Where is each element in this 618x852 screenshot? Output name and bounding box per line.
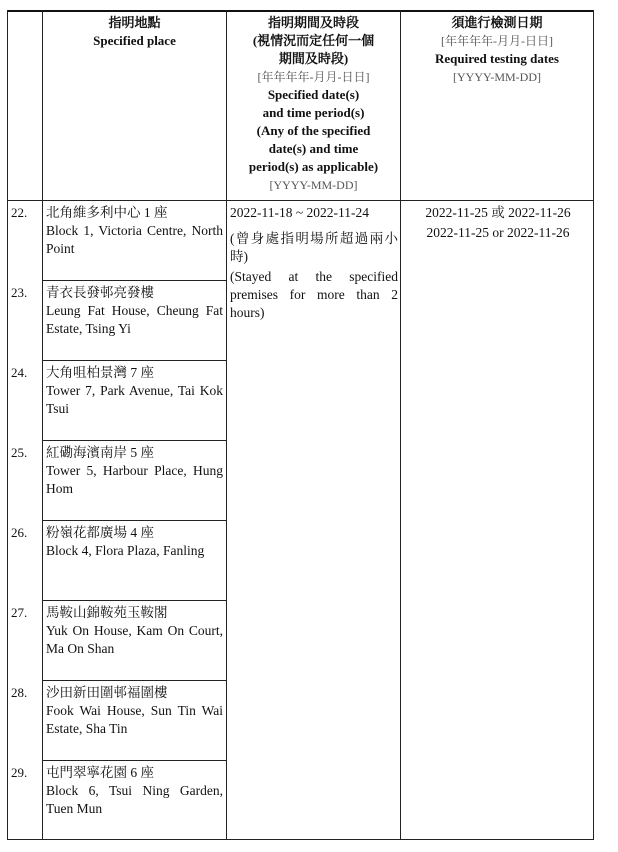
period-cell bbox=[230, 204, 398, 322]
testing-cell bbox=[403, 203, 593, 243]
header-testing-en: Required testing dates bbox=[435, 51, 559, 66]
place-en: Fook Wai House, Sun Tin Wai Estate, Sha Tin bbox=[46, 703, 223, 736]
row-number: 23. bbox=[11, 285, 28, 300]
header-period-fmt-zh: [年年年年-月月-日日] bbox=[257, 70, 370, 84]
place-zh: 青衣長發邨亮發樓 bbox=[46, 285, 154, 300]
row-number: 26. bbox=[11, 525, 28, 540]
row-number: 25. bbox=[11, 445, 28, 460]
place-en: Leung Fat House, Cheung Fat Estate, Tsing Yi bbox=[46, 303, 223, 336]
place-en: Tower 7, Park Avenue, Tai Kok Tsui bbox=[46, 383, 223, 416]
header-testing bbox=[401, 10, 593, 204]
place-zh: 屯門翠寧花園 6 座 bbox=[46, 765, 154, 780]
row-number: 27. bbox=[11, 605, 28, 620]
table-row bbox=[46, 284, 223, 338]
place-zh: 北角維多利中心 1 座 bbox=[46, 205, 168, 220]
header-testing-fmt-zh: [年年年年-月月-日日] bbox=[441, 34, 553, 48]
place-zh: 沙田新田圍邨福圍樓 bbox=[46, 685, 168, 700]
row-number: 29. bbox=[11, 765, 28, 780]
period-dates: 2022-11-18 ~ 2022-11-24 bbox=[230, 205, 370, 220]
row-separator bbox=[42, 520, 226, 521]
table-bottom-border bbox=[7, 839, 594, 840]
header-period-zh1: 指明期間及時段 bbox=[267, 15, 359, 30]
period-note-zh: (曾身處指明場所超過兩小時) bbox=[230, 231, 398, 264]
row-separator bbox=[42, 280, 226, 281]
testing-dates-zh: 2022-11-25 或 2022-11-26 bbox=[425, 205, 571, 220]
header-period-en1: Specified date(s) bbox=[267, 87, 360, 102]
row-separator bbox=[42, 680, 226, 681]
row-number: 28. bbox=[11, 685, 28, 700]
row-number: 24. bbox=[11, 365, 28, 380]
header-period-en4: date(s) and time bbox=[268, 141, 359, 156]
place-en: Block 4, Flora Plaza, Fanling bbox=[46, 543, 205, 558]
place-zh: 馬鞍山錦鞍苑玉鞍閣 bbox=[46, 605, 168, 620]
testing-table bbox=[7, 10, 594, 840]
place-zh: 大角咀柏景灣 7 座 bbox=[46, 365, 154, 380]
table-row bbox=[46, 204, 223, 258]
header-place bbox=[43, 10, 226, 204]
testing-dates-en: 2022-11-25 or 2022-11-26 bbox=[426, 225, 570, 240]
row-separator bbox=[42, 600, 226, 601]
table-row bbox=[46, 684, 223, 738]
table-row bbox=[46, 364, 223, 418]
place-zh: 粉嶺花都廣場 4 座 bbox=[46, 525, 154, 540]
table-row bbox=[46, 604, 223, 658]
header-testing-zh: 須進行檢測日期 bbox=[451, 15, 543, 30]
header-place-en: Specified place bbox=[93, 33, 176, 48]
place-zh: 紅磡海濱南岸 5 座 bbox=[46, 445, 154, 460]
table-row bbox=[46, 444, 223, 498]
place-en: Block 1, Victoria Centre, North Point bbox=[46, 223, 223, 256]
header-period-en5: period(s) as applicable) bbox=[248, 159, 379, 174]
table-row bbox=[46, 524, 223, 560]
row-separator bbox=[42, 440, 226, 441]
place-en: Block 6, Tsui Ning Garden, Tuen Mun bbox=[46, 783, 223, 816]
header-period-en2: and time period(s) bbox=[262, 105, 365, 120]
header-period bbox=[227, 10, 400, 204]
row-separator bbox=[42, 760, 226, 761]
header-period-zh3: 期間及時段) bbox=[278, 51, 349, 66]
header-period-en3: (Any of the specified bbox=[256, 123, 371, 138]
table-row bbox=[46, 764, 223, 818]
header-period-zh2: (視情況而定任何一個 bbox=[252, 33, 375, 48]
place-en: Tower 5, Harbour Place, Hung Hom bbox=[46, 463, 223, 496]
header-testing-fmt-en: [YYYY-MM-DD] bbox=[453, 70, 541, 84]
col-border-right bbox=[593, 10, 594, 840]
header-period-fmt-en: [YYYY-MM-DD] bbox=[269, 178, 358, 192]
header-place-zh: 指明地點 bbox=[108, 15, 161, 30]
col-border-left bbox=[7, 10, 8, 840]
place-en: Yuk On House, Kam On Court, Ma On Shan bbox=[46, 623, 223, 656]
row-separator bbox=[42, 360, 226, 361]
period-note-en: (Stayed at the specified premises for more than 2 hours) bbox=[230, 269, 398, 320]
row-number: 22. bbox=[11, 205, 28, 220]
